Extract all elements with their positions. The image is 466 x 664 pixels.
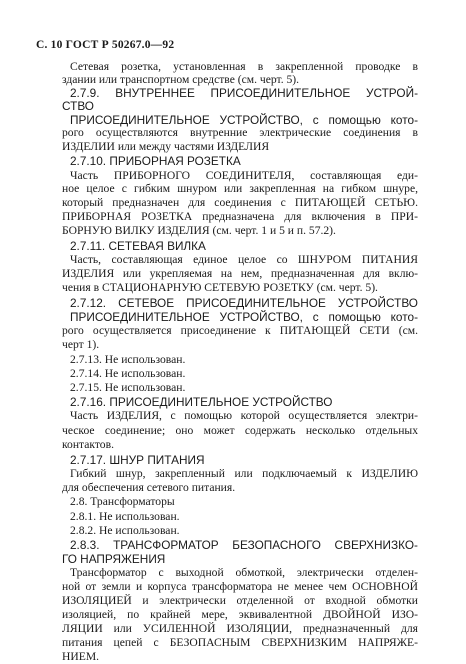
text-line: 2.7.16. ПРИСОЕДИНИТЕЛЬНОЕ УСТРОЙСТВО [70,395,333,409]
text-line: ИЗДЕЛИЯ или укрепляемая на нем, предназначенная для вклю- [62,267,418,280]
text-line: рого осуществляется присоединение к ПИТАЮЩЕЙ СЕТИ (см. [62,324,418,337]
text-line: ПРИБОРНАЯ РОЗЕТКА предназначена для включения в ПРИ- [62,210,418,223]
text-line: который предназначен для соединения с ПИТАЮЩЕЙ СЕТЬЮ. [62,196,418,209]
text-line: рого осуществляются внутренние электрические соединения в [62,126,418,139]
text-line: ИЗДЕЛИИ или между частями ИЗДЕЛИЯ [62,140,270,153]
text-line: для обеспечения сетевого питания. [62,481,236,494]
text-line: черт 1). [62,338,100,351]
text-line: 2.8. Трансформаторы [70,495,175,508]
text-line: ПРИСОЕДИНИТЕЛЬНОЕ УСТРОЙСТВО, с помощью кото- [70,113,418,127]
text-line: Сетевая розетка, установленная в закрепленной проводке в [70,60,418,73]
text-line: 2.7.17. ШНУР ПИТАНИЯ [70,453,205,467]
text-line: 2.7.9. ВНУТРЕННЕЕ ПРИСОЕДИНИТЕЛЬНОЕ УСТРОЙ- [70,86,418,100]
text-line: Трансформатор с выходной обмоткой, электрически отделен- [70,566,418,579]
text-line: 2.7.10. ПРИБОРНАЯ РОЗЕТКА [70,154,241,168]
text-line: 2.7.12. СЕТЕВОЕ ПРИСОЕДИНИТЕЛЬНОЕ УСТРОЙСТВО [70,296,418,310]
text-line: ПРИСОЕДИНИТЕЛЬНОЕ УСТРОЙСТВО, с помощью кото- [70,310,418,324]
text-line: Часть, составляющая единое целое со ШНУРОМ ПИТАНИЯ [70,253,418,266]
text-line: здании или транспортном средстве (см. черт. 5). [62,73,300,86]
text-line: ческое соединение; оно может содержать несколько отдельных [62,424,418,437]
text-line: СТВО [62,99,94,113]
text-line: 2.7.15. Не использован. [70,381,186,394]
text-line: НИЕМ. [62,650,100,663]
text-line: ной от земли и корпуса трансформатора не менее чем ОСНОВНОЙ [62,580,418,593]
text-line: Часть ИЗДЕЛИЯ, с помощью которой осуществляется электри- [70,409,418,422]
text-line: БОРНУЮ ВИЛКУ ИЗДЕЛИЯ (см. черт. 1 и 5 и п. 57.2). [62,224,336,237]
text-line: ЛЯЦИИ или УСИЛЕННОЙ ИЗОЛЯЦИИ, предназначенный для [62,622,418,635]
text-line: Часть ПРИБОРНОГО СОЕДИНИТЕЛЯ, составляющая еди- [70,169,418,182]
text-line: 2.8.1. Не использован. [70,510,180,523]
text-line: 2.8.2. Не использован. [70,524,180,537]
text-line: изоляцией, по крайней мере, эквивалентной ДВОЙНОЙ ИЗО- [62,608,418,621]
text-line: Гибкий шнур, закрепленный или подключаемый к ИЗДЕЛИЮ [70,467,418,480]
text-line: ГО НАПРЯЖЕНИЯ [62,552,166,566]
text-line: 2.7.11. СЕТЕВАЯ ВИЛКА [70,239,206,253]
text-line: питания цепей с БЕЗОПАСНЫМ СВЕРХНИЗКИМ НАПРЯЖЕ- [62,636,418,649]
text-line: 2.7.14. Не использован. [70,367,186,380]
text-line: ИЗОЛЯЦИЕЙ и электрически отделенной от входной обмотки [62,594,418,607]
page-header: С. 10 ГОСТ Р 50267.0—92 [36,39,175,51]
text-line: 2.8.3. ТРАНСФОРМАТОР БЕЗОПАСНОГО СВЕРХНИЗКО- [70,538,418,552]
text-line: 2.7.13. Не использован. [70,353,186,366]
text-line: контактов. [62,438,114,451]
text-line: чения в СТАЦИОНАРНУЮ СЕТЕВУЮ РОЗЕТКУ (см. черт. 5). [62,281,378,294]
text-line: ное целое с гибким шнуром или закрепленная на гибком шнуре, [62,182,418,195]
